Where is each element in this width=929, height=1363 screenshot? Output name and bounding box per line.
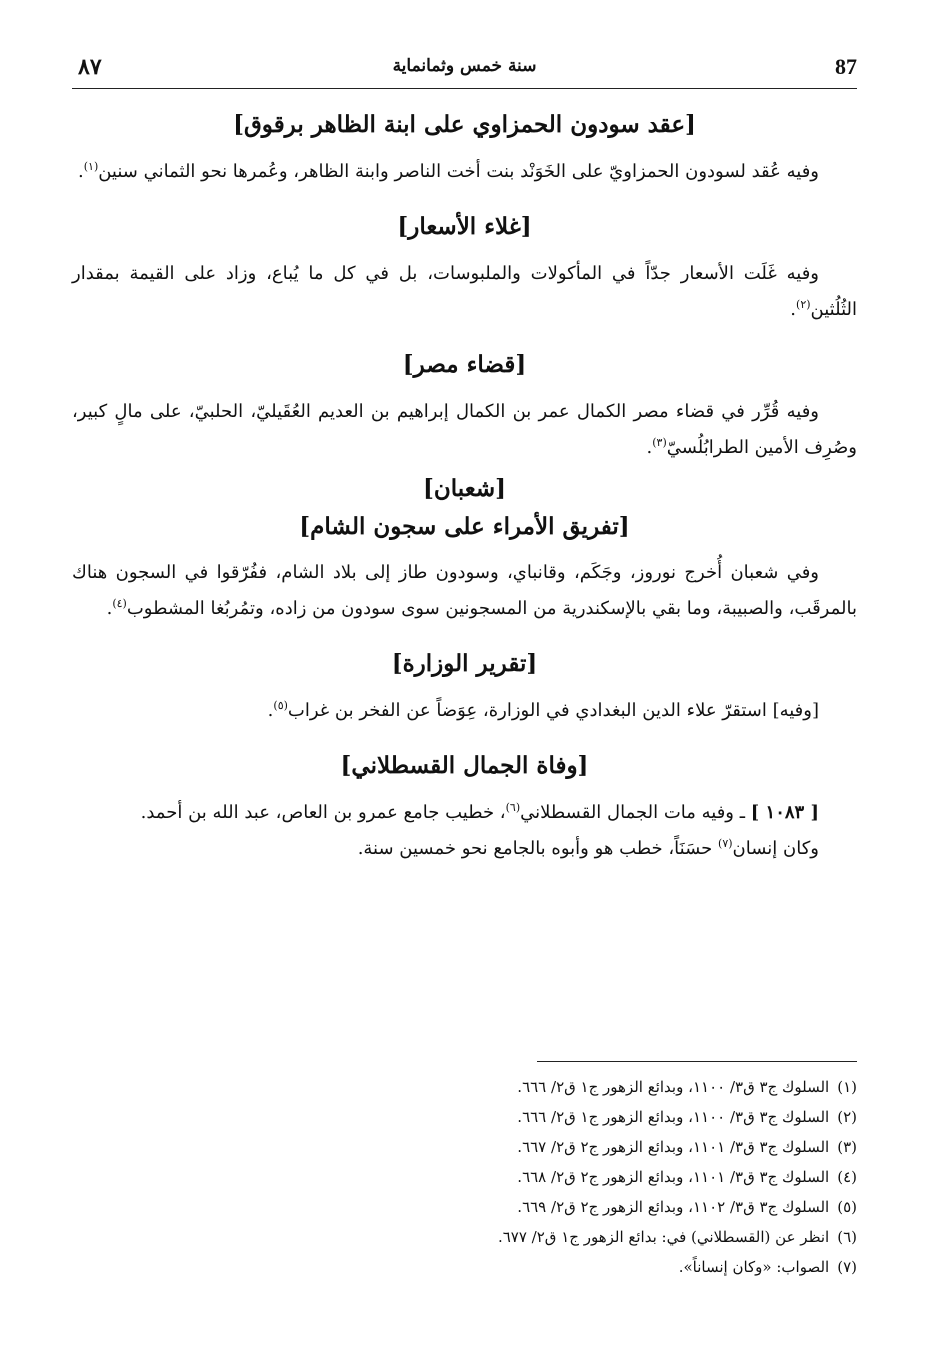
paragraph-text: وفيه قُرِّر في قضاء مصر الكمال عمر بن الكمال إبراهيم بن العديم العُقَيليّ، الحلبيّ، على مالٍ كبير، وصُرِف الأمين الطرابُلُسيّ xyxy=(72,400,857,458)
footnote xyxy=(72,1162,857,1192)
paragraph-tail: . xyxy=(267,700,274,722)
section-paragraph xyxy=(72,394,857,466)
paragraph-text: وفي شعبان أُخرج نوروز، وجَكَم، وقانباي، وسودون طاز إلى بلاد الشام، ففُرّقوا في السجون هناك بالمرقَب، والصبيبة، وما بقي بالإسكندرية من المسجونين سوى سودون من زاده، وتمُربُغا المشطوب xyxy=(72,562,857,620)
paragraph-tail: . xyxy=(790,298,797,320)
footnote-number: (٦) xyxy=(837,1228,857,1246)
paragraph-text: ـ وفيه مات الجمال القسطلاني xyxy=(520,802,745,824)
footnote-marker[interactable]: (٤) xyxy=(112,597,127,611)
footnote-marker[interactable]: (١) xyxy=(83,159,99,173)
biography-continuation xyxy=(72,831,857,867)
footnote-marker[interactable]: (٧) xyxy=(718,837,733,851)
footnote xyxy=(72,1072,857,1102)
footnote-number: (٣) xyxy=(837,1138,857,1156)
page-number-arabic: ٨٧ xyxy=(78,54,102,80)
section-paragraph xyxy=(72,693,857,729)
footnote-marker[interactable]: (٦) xyxy=(505,801,521,815)
footnote-number: (٤) xyxy=(837,1168,857,1186)
paragraph-text: ، خطيب جامع عمرو بن العاص، عبد الله بن أحمد. xyxy=(140,802,506,824)
footnote xyxy=(72,1102,857,1132)
section-heading: [وفاة الجمال القسطلاني] xyxy=(340,752,589,780)
paragraph-tail: . xyxy=(646,436,653,458)
section-heading: [قضاء مصر] xyxy=(402,350,527,378)
paragraph-text: حسَنَاً، خطب هو وأبوه بالجامع نحو خمسين سنة. xyxy=(357,838,719,860)
footnote-marker[interactable]: (٢) xyxy=(796,297,811,311)
section-heading: [عقد سودون الحمزاوي على ابنة الظاهر برقوق] xyxy=(233,111,696,138)
paragraph-text: [وفيه] استقرّ علاء الدين البغدادي في الوزارة، عِوَضاً عن الفخر بن غراب xyxy=(287,700,819,722)
footnote xyxy=(72,1132,857,1162)
footnote-number: (٧) xyxy=(837,1258,857,1276)
header-divider xyxy=(72,88,857,89)
footnote xyxy=(72,1222,857,1252)
footnote-text: السلوك ج٣ ق٣/ ١١٠١، وبدائع الزهور ج٢ ق٢/ ٦٦٨. xyxy=(517,1168,830,1186)
section-paragraph xyxy=(72,154,857,190)
footnote-number: (٢) xyxy=(837,1108,857,1126)
footnote xyxy=(72,1252,857,1282)
footnote-text: الصواب: «وكان إنساناً». xyxy=(678,1258,830,1276)
paragraph-text: وكان إنسان xyxy=(732,838,819,860)
biography-entry xyxy=(72,795,857,831)
running-title: سنة خمس وثمانماية xyxy=(392,56,537,76)
footnote-text: السلوك ج٣ ق٣/ ١١٠٠، وبدائع الزهور ج١ ق٢/ ٦٦٦. xyxy=(517,1108,830,1126)
footnote-marker[interactable]: (٣) xyxy=(652,435,667,449)
section-heading: [تفريق الأمراء على سجون الشام] xyxy=(299,512,630,540)
main-text xyxy=(72,106,857,867)
footnote-number: (١) xyxy=(837,1078,857,1096)
footnotes xyxy=(72,1072,857,1282)
paragraph-text: وفيه عُقد لسودون الحمزاويّ على الخَوَنْد بنت أخت الناصر وابنة الظاهر، وعُمرها نحو الثماني سنين xyxy=(98,160,819,182)
section-paragraph xyxy=(72,555,857,627)
footnote xyxy=(72,1192,857,1222)
footnote-marker[interactable]: (٥) xyxy=(273,699,288,713)
month-heading: [شعبان] xyxy=(423,474,506,502)
section-paragraph xyxy=(72,256,857,328)
paragraph-tail: . xyxy=(106,598,113,620)
entry-number: [ ١٠٨٣ ] xyxy=(750,802,819,824)
footnote-text: السلوك ج٣ ق٣/ ١١٠١، وبدائع الزهور ج٢ ق٢/ ٦٦٧. xyxy=(517,1138,830,1156)
footnote-number: (٥) xyxy=(837,1198,857,1216)
paragraph-tail: . xyxy=(77,160,84,182)
section-heading: [غلاء الأسعار] xyxy=(397,212,532,240)
footnote-divider xyxy=(537,1061,857,1062)
page-header xyxy=(72,54,857,88)
footnote-text: السلوك ج٣ ق٣/ ١١٠٠، وبدائع الزهور ج١ ق٢/ ٦٦٦. xyxy=(517,1078,830,1096)
section-heading: [تقرير الوزارة] xyxy=(391,650,538,678)
paragraph-text: وفيه غَلَت الأسعار جدّاً في المأكولات والملبوسات، بل في كل ما يُباع، وزاد على القيمة بمقدار الثُلُثين xyxy=(72,262,857,320)
footnote-text: انظر عن (القسطلاني) في: بدائع الزهور ج١ ق٢/ ٦٧٧. xyxy=(497,1228,830,1246)
page-number-latin: 87 xyxy=(835,54,857,79)
footnote-text: السلوك ج٣ ق٣/ ١١٠٢، وبدائع الزهور ج٢ ق٢/ ٦٦٩. xyxy=(517,1198,830,1216)
